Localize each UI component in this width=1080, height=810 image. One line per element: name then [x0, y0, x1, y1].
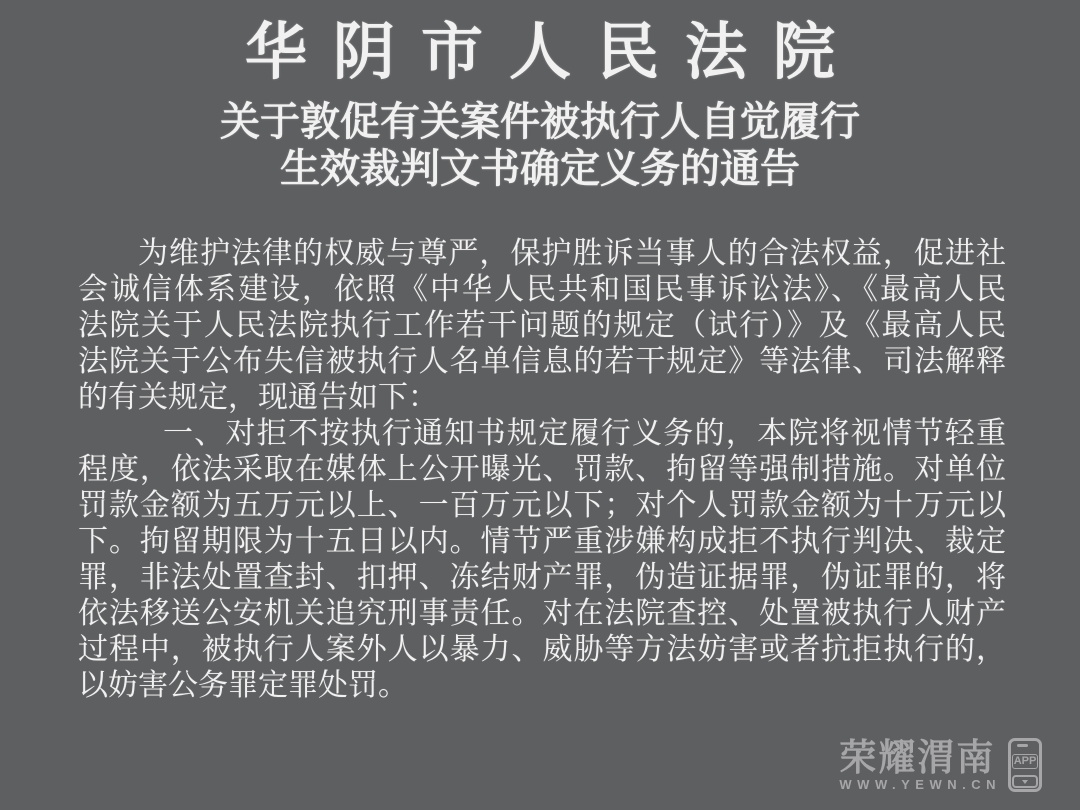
watermark-text-block [839, 738, 1008, 792]
notice-line: 为维护法律的权威与尊严，保护胜诉当事人的合法权益，促进社 [138, 237, 1006, 270]
notice-line: 程度，依法采取在媒体上公开曝光、罚款、拘留等强制措施。对单位 [78, 453, 1006, 486]
notice-line: 会诚信体系建设，依照《中华人民共和国民事诉讼法》、《最高人民 [78, 273, 1006, 306]
notice-line: 下。拘留期限为十五日以内。情节严重涉嫌构成拒不执行判决、裁定 [78, 525, 1006, 558]
app-badge: APP [1013, 755, 1037, 767]
watermark-url: WWW.YEWN.CN [839, 777, 1001, 792]
watermark-brand: 荣耀渭南 [839, 737, 996, 778]
notice-line: 罚款金额为五万元以上、一百万元以下；对个人罚款金额为十万元以 [78, 489, 1006, 522]
notice-line: 法院关于公布失信被执行人名单信息的若干规定》等法律、司法解释 [78, 345, 1006, 378]
court-name: 华阴市人民法院 [244, 19, 861, 87]
notice-line: 以妨害公务罪定罪处罚。 [78, 669, 408, 702]
notice-line: 罪，非法处置查封、扣押、冻结财产罪，伪造证据罪，伪证罪的，将 [78, 561, 1006, 594]
notice-body [78, 236, 1006, 704]
download-arrow-icon [1022, 780, 1028, 784]
notice-title [0, 98, 1080, 192]
notice-line: 过程中，被执行人案外人以暴力、威胁等方法妨害或者抗拒执行的， [78, 633, 1006, 666]
watermark [839, 738, 1042, 792]
notice-line: 一、对拒不按执行通知书规定履行义务的，本院将视情节轻重 [163, 417, 1006, 450]
phone-app-icon [1008, 738, 1042, 792]
notice-line: 依法移送公安机关追究刑事责任。对在法院查控、处置被执行人财产 [78, 597, 1006, 630]
phone-speaker-line [1017, 744, 1028, 747]
notice-title-line1: 关于敦促有关案件被执行人自觉履行 [220, 99, 860, 144]
notice-title-line2: 生效裁判文书确定义务的通告 [280, 146, 800, 191]
notice-line: 的有关规定，现通告如下： [78, 381, 438, 414]
notice-line: 法院关于人民法院执行工作若干问题的规定（试行）》及《最高人民 [78, 309, 1006, 342]
phone-home-bar [1012, 775, 1038, 788]
